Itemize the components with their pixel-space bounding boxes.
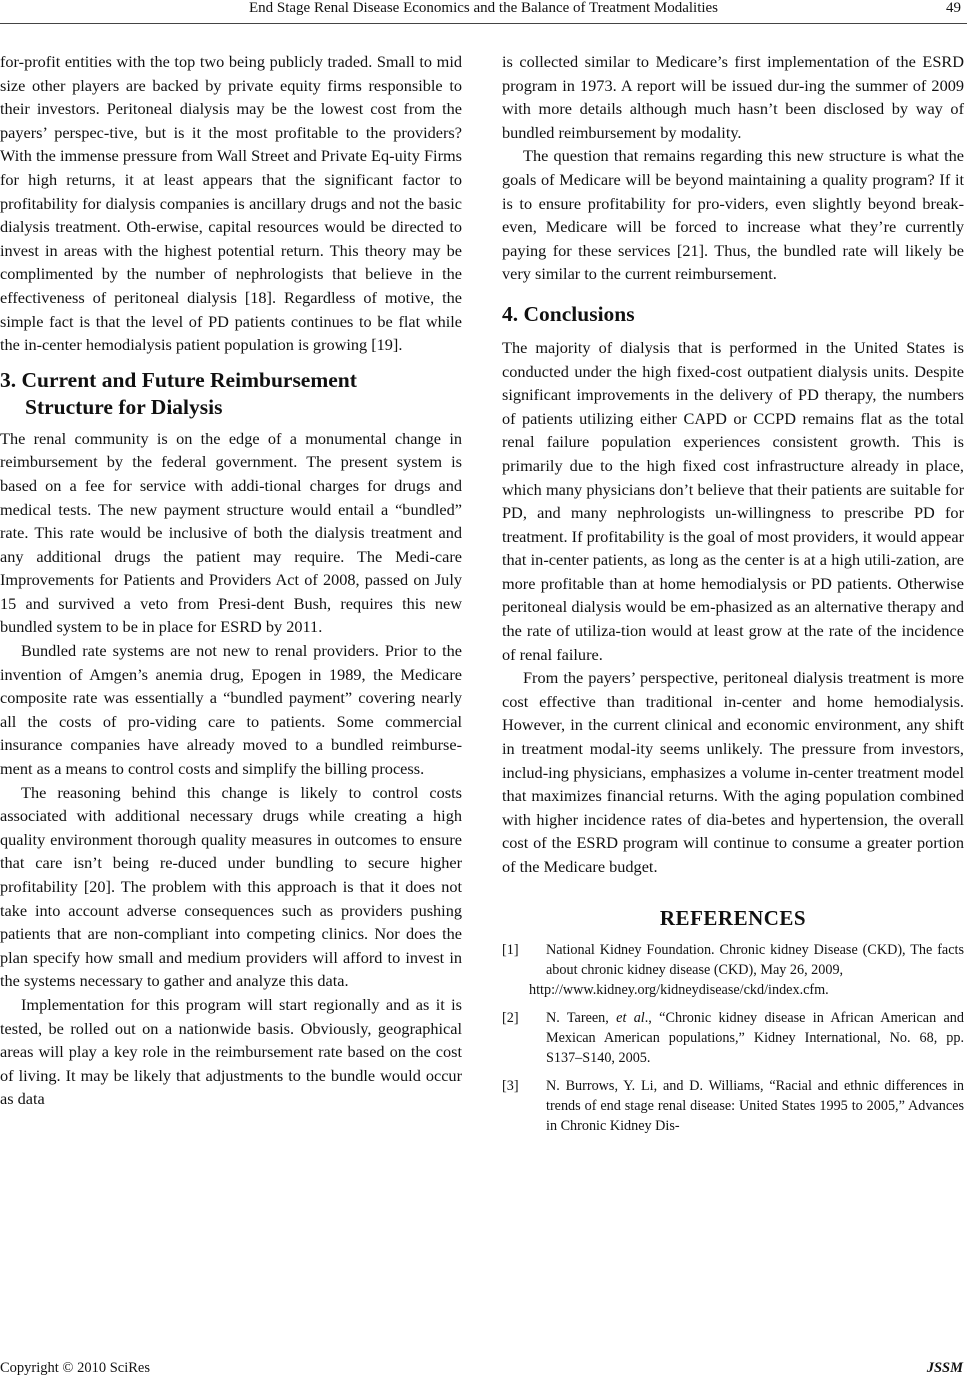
paragraph: The renal community is on the edge of a monumental change in reimbursement by the federal government. The present system is based on a fee for service with addi-tional charges for drugs and medical tests. The new payment structure would entail a “bundled” rate. This rate would be inclusive of both the dialysis treatment and any additional drugs the patient may require. The Medi-care Improvements for Patients and Providers Act of 2008, passed on July 15 and survived a veto from Presi-dent Bush, requires this new bundled system to be in place for ESRD by 2011. [0,428,462,637]
section-heading-4: 4. Conclusions [502,301,635,326]
section-heading-3 [0,367,462,421]
paragraph: The reasoning behind this change is likely to control costs associated with additional necessary drugs while creating a high quality environment thorough quality measures in outcomes to ensure that care isn’t being re-duced under bundling to secure higher profitability [20]. The problem with this approach is that it does not take into account adverse consequences such as providers pushing patients that are non-compliant into competing clinics. Nor does the plan specify how small and medium providers will afford to invest in the systems necessary to gather and analyze this data. [0,782,462,991]
header-rule [0,23,967,24]
paragraph: Bundled rate systems are not new to renal providers. Prior to the invention of Amgen’s anemia drug, Epogen in 1989, the Medicare composite rate was essentially a “bundled payment” covering nearly all the costs of pro-viding care to patients. Some commercial insurance companies have already moved to a bundled reimburse-ment as a means to control costs and simplify the billing process. [0,641,462,779]
reference-url[interactable]: http://www.kidney.org/kidneydisease/ckd/index.cfm. [529,982,829,999]
paragraph: for-profit entities with the top two being publicly traded. Small to mid size other players are backed by private equity firms responsible to their investors. Peritoneal dialysis may be the lowest cost from the payers’ perspec-tive, but is it the most profitable to the providers? With the immense pressure from Wall Street and Private Eq-uity Firms for high returns, it at least appears that the significant factor to profitability for dialysis companies is ancillary drugs and not the basic dialysis treatment. Oth-erwise, capital resources would be directed to invest in areas with the highest potential return. This theory may be complimented by the number of nephrologists that believe in the effectiveness of peritoneal dialysis [18]. Regardless of motive, the simple fact is that the level of PD patients continues to be flat while the in-center hemodialysis patient population is growing [19]. [0,52,462,355]
reference-body: ., “Chronic kidney disease in African American and Mexican American populations,” Kidney International, No. 68, pp. S137–S140, 2005. [546,1010,964,1067]
section-heading-line: 3. Current and Future Reimbursement [0,367,357,392]
reference-item [502,1076,964,1136]
reference-item [502,940,964,1000]
paragraph: From the payers’ perspective, peritoneal dialysis treatment is more cost effective than traditional in-center and home hemodialysis. However, in the current clinical and economic environment, any shift in treatment modal-ity seems unlikely. The pressure from investors, includ-ing physicians, emphasizes a volume in-center treatment model that maximizes financial returns. With the aging population combined with higher incidence rates of dia-betes and hypertension, the overall cost of the ESRD program will continue to consume a greater portion of the Medicare budget. [502,668,964,876]
section-heading-line: Structure for Dialysis [25,394,223,419]
reference-text: N. Burrows, Y. Li, and D. Williams, “Racial and ethnic differences in trends of end stage renal disease: United States 1995 to 2005,” Advances in Chronic Kidney Dis- [546,1078,964,1135]
running-header [0,0,967,24]
reference-authors: N. Tareen, [546,1010,617,1027]
copyright-notice: Copyright © 2010 SciRes [0,1360,150,1376]
paragraph: Implementation for this program will start regionally and as it is tested, be rolled out on a nationwide basis. Obviously, geographical areas will play a key role in the reimbursement rate based on the cost of living. It may be likely that adjustments to the bundle would occur as data [0,994,462,1109]
references-title: REFERENCES [659,905,807,930]
running-title: End Stage Renal Disease Economics and the Balance of Treatment Modalities [248,0,719,16]
reference-number: [3] [502,1078,519,1095]
paragraph: The question that remains regarding this new structure is what the goals of Medicare will be beyond maintaining a quality program? If it is to ensure profitability for pro-viders, even slightly beyond break-even, Medicare will be forced to increase what they’re currently paying for these services [21]. Thus, the bundled rate will likely be very similar to the current reimbursement. [502,146,964,284]
reference-number: [2] [502,1010,519,1027]
reference-number: [1] [502,942,519,959]
page-number: 49 [946,0,961,16]
reference-text [529,940,964,1000]
reference-body: National Kidney Foundation. Chronic kidney Disease (CKD), The facts about chronic kidney disease (CKD), May 26, 2009, [546,942,964,979]
paragraph: The majority of dialysis that is performed in the United States is conducted under the high fixed-cost outpatient dialysis units. Despite significant improvements in the delivery of PD therapy, the numbers of patients utilizing either CAPD or CCPD remains flat as the total renal failure population experiences consistent growth. This is primarily due to the high fixed cost infrastructure already in place, which many physicians don’t believe that their patients are suitable for PD, and many nephrologists un-willingness to prescribe PD for treatment. If profitability is the goal of most providers, it would appear that in-center patients, as long as the center is at a high utili-zation, are more profitable than at home hemodialysis or PD patients. Otherwise peritoneal dialysis would be em-phasized as an alternative therapy and the rate of utiliza-tion would at least grow at the rate of the incidence of renal failure. [502,337,964,664]
reference-et-al: et al [616,1010,645,1027]
left-column [0,50,462,1111]
right-column [502,50,964,1144]
paragraph: is collected similar to Medicare’s first implementation of the ESRD program in 1973. A report will be issued dur-ing the summer of 2009 with more details although much hasn’t been disclosed by way of bundled reimbursement by modality. [502,52,964,142]
reference-item [502,1008,964,1068]
reference-text [546,1008,964,1068]
journal-abbrev: JSSM [926,1360,963,1376]
